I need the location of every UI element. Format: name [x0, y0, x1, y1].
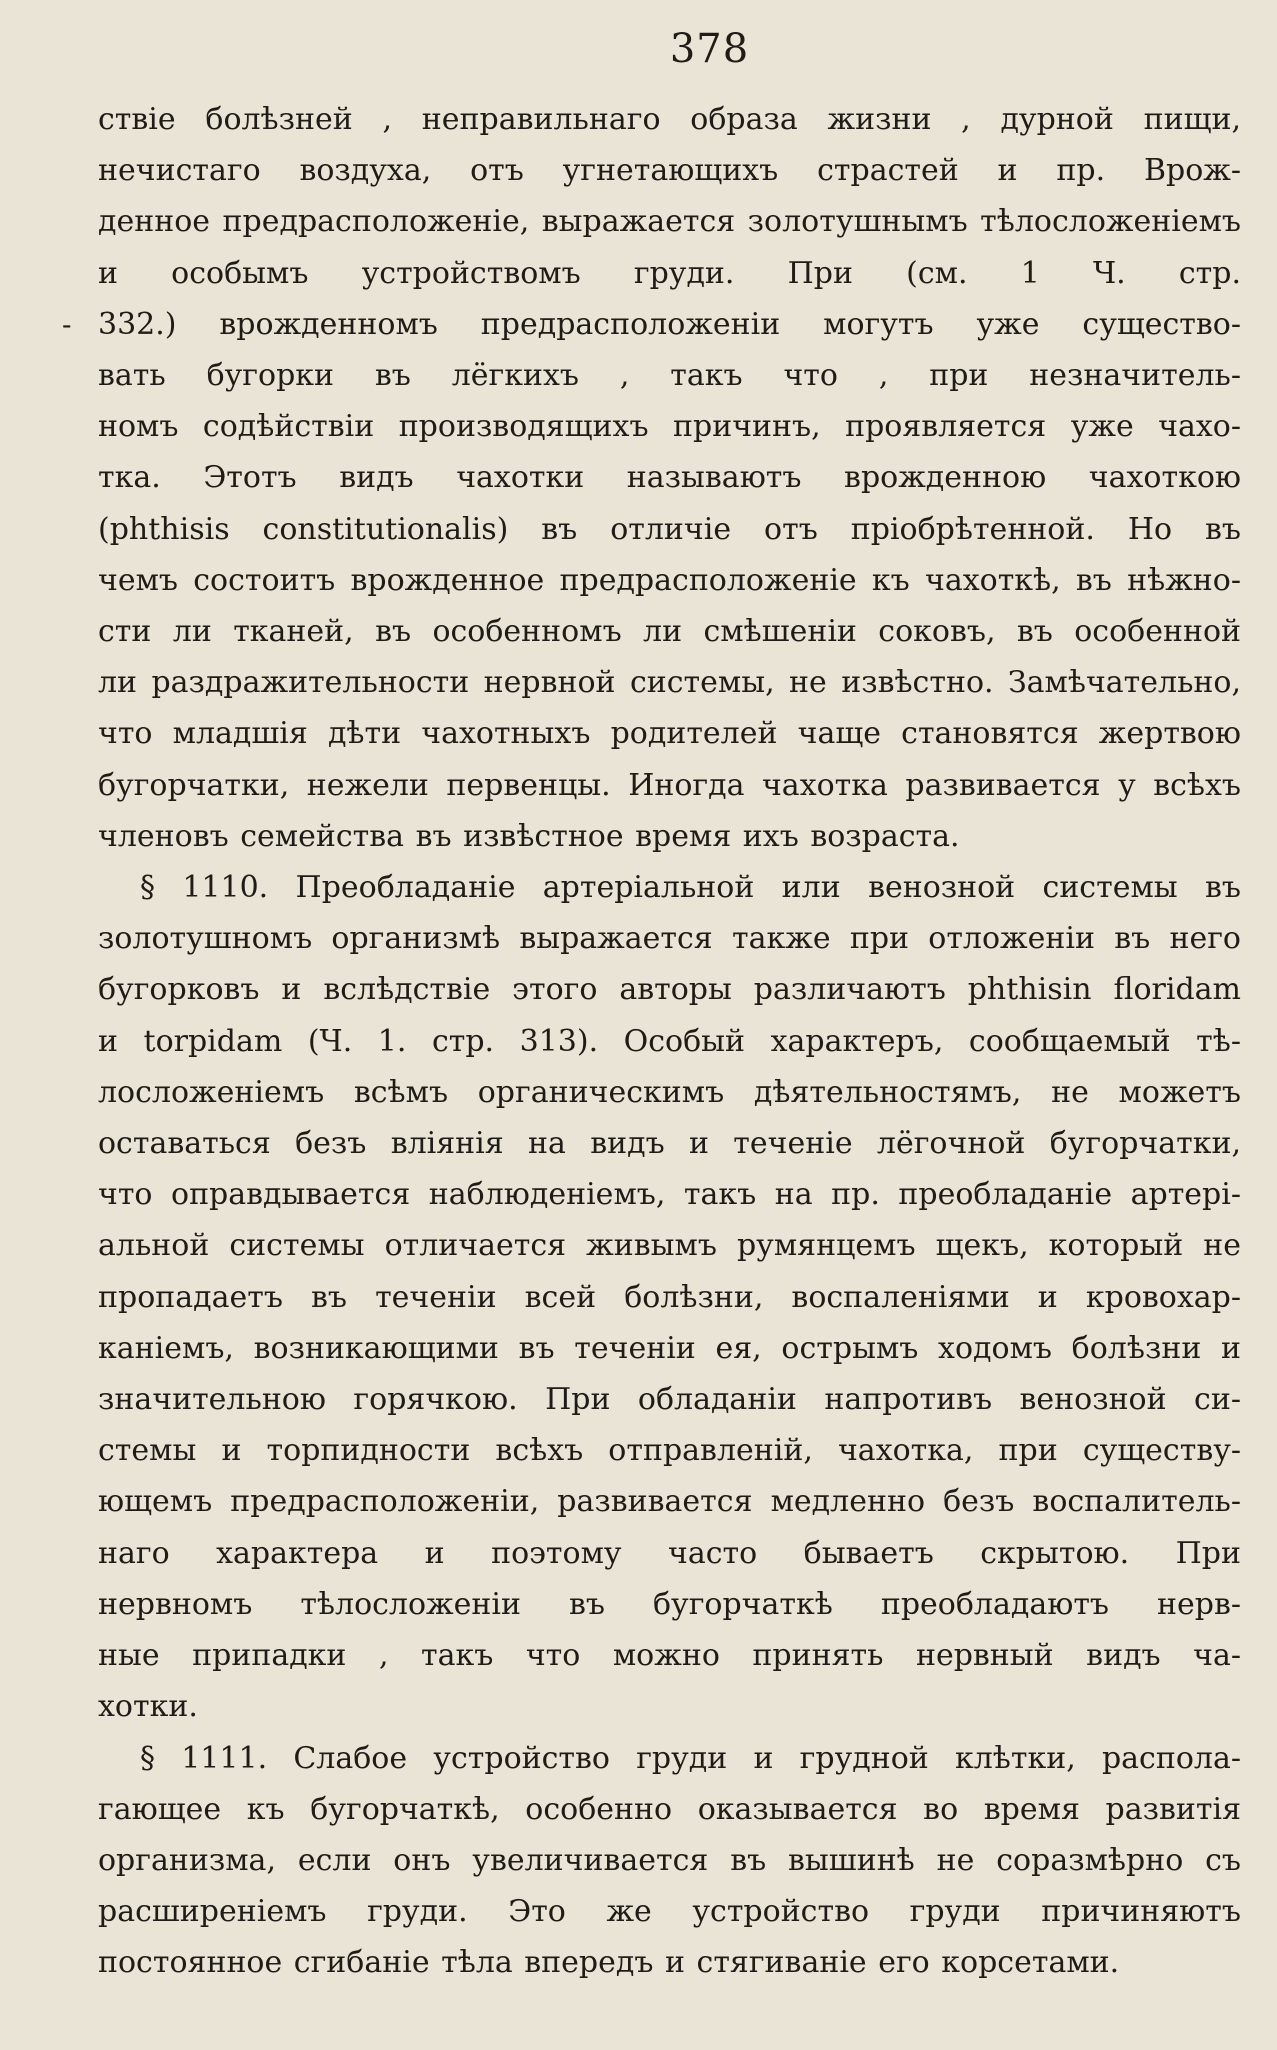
text-line: ные припадки , такъ что можно принять нервный видъ ча-: [98, 1638, 1241, 1674]
text-line: гающее къ бугорчаткѣ, особенно оказывается во время развитія: [98, 1791, 1241, 1827]
text-line: организма, если онъ увеличивается въ вышинѣ не соразмѣрно съ: [98, 1842, 1241, 1878]
text-line: (phthisis constitutionalis) въ отличіе отъ пріобрѣтенной. Но въ: [98, 511, 1241, 547]
text-line: пропадаетъ въ теченіи всей болѣзни, воспаленіями и кровохар-: [98, 1279, 1241, 1315]
margin-mark: -: [62, 308, 72, 341]
text-line: оставаться безъ вліянія на видъ и теченіе лёгочной бугорчатки,: [98, 1126, 1241, 1162]
paragraph-1111: [98, 1733, 1241, 1989]
paragraph-continued: [98, 94, 1241, 862]
text-line: что оправдывается наблюденіемъ, такъ на пр. преобладаніе артері-: [98, 1177, 1241, 1213]
text-line: стемы и торпидности всѣхъ отправленій, чахотка, при существу-: [98, 1433, 1241, 1469]
body-text: [98, 94, 1241, 1989]
text-line: ющемъ предрасположеніи, развивается медленно безъ воспалитель-: [98, 1484, 1241, 1520]
text-line: что младшія дѣти чахотныхъ родителей чаще становятся жертвою: [98, 716, 1241, 752]
text-line: расширеніемъ груди. Это же устройство груди причиняютъ: [98, 1894, 1241, 1930]
text-line: лосложеніемъ всѣмъ органическимъ дѣятельностямъ, не можетъ: [98, 1074, 1241, 1110]
text-line: альной системы отличается живымъ румянцемъ щекъ, который не: [98, 1228, 1241, 1264]
text-line: § 1110. Преобладаніе артеріальной или венозной системы въ: [140, 870, 1241, 906]
page-number: 378: [669, 26, 750, 72]
text-line: бугорковъ и вслѣдствіе этого авторы различаютъ phthisin floridam: [98, 972, 1241, 1008]
text-line: значительною горячкою. При обладаніи напротивъ венозной си-: [98, 1382, 1241, 1418]
text-line: хотки.: [98, 1689, 198, 1725]
paragraph-1110: [98, 862, 1241, 1732]
text-line: золотушномъ организмѣ выражается также при отложеніи въ него: [98, 921, 1241, 957]
text-line: § 1111. Слабое устройство груди и грудной клѣтки, распола-: [140, 1740, 1241, 1776]
text-line: номъ содѣйствіи производящихъ причинъ, проявляется уже чахо-: [98, 409, 1241, 445]
text-line: денное предрасположеніе, выражается золотушнымъ тѣлосложеніемъ: [98, 204, 1241, 240]
text-line: чемъ состоитъ врожденное предрасположеніе къ чахоткѣ, въ нѣжно-: [98, 562, 1241, 598]
text-line: бугорчатки, нежели первенцы. Иногда чахотка развивается у всѣхъ: [98, 767, 1241, 803]
text-line: наго характера и поэтому часто бываетъ скрытою. При: [98, 1535, 1241, 1571]
text-line: каніемъ, возникающими въ теченіи ея, острымъ ходомъ болѣзни и: [98, 1330, 1241, 1366]
text-line: ли раздражительности нервной системы, не извѣстно. Замѣчательно,: [98, 665, 1241, 701]
text-line: постоянное сгибаніе тѣла впередъ и стягиваніе его корсетами.: [98, 1945, 1120, 1981]
text-line: нервномъ тѣлосложеніи въ бугорчаткѣ преобладаютъ нерв-: [98, 1586, 1241, 1622]
text-line: членовъ семейства въ извѣстное время ихъ возраста.: [98, 818, 960, 854]
text-line: сти ли тканей, въ особенномъ ли смѣшеніи соковъ, въ особенной: [98, 614, 1241, 650]
text-line: ствіе болѣзней , неправильнаго образа жизни , дурной пищи,: [98, 102, 1241, 137]
text-line: и особымъ устройствомъ груди. При (см. 1 Ч. стр.: [98, 255, 1241, 291]
text-line: вать бугорки въ лёгкихъ , такъ что , при незначитель-: [98, 358, 1241, 394]
text-line: 332.) врожденномъ предрасположеніи могутъ уже существо-: [98, 306, 1241, 342]
text-line: тка. Этотъ видъ чахотки называютъ врожденною чахоткою: [98, 460, 1241, 496]
text-line: нечистаго воздуха, отъ угнетающихъ страстей и пр. Врож-: [98, 153, 1241, 189]
text-line: и torpidam (Ч. 1. стр. 313). Особый характеръ, сообщаемый тѣ-: [98, 1023, 1241, 1059]
